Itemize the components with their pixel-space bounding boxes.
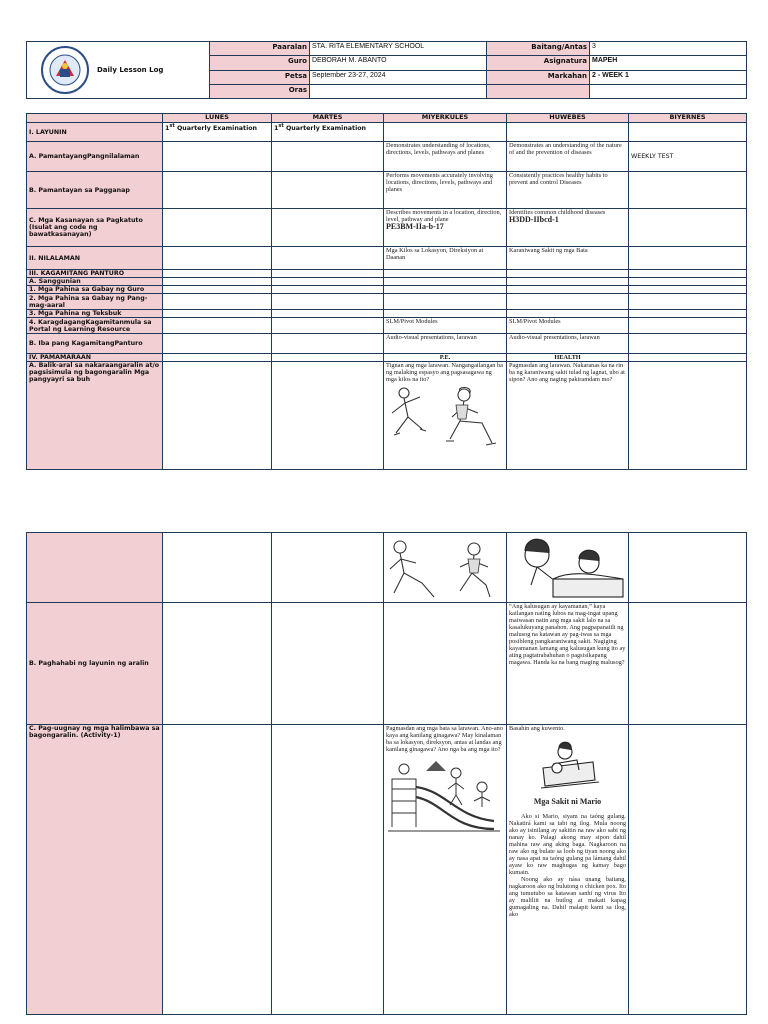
sick-child-illustration	[509, 533, 627, 599]
quarterly-exam-mon: 1st Quarterly Examination	[163, 123, 272, 142]
balik-aral-wed	[384, 362, 507, 470]
iba-kagamitan-label: B. Iba pang KagamitangPanturo	[27, 334, 163, 354]
child-in-bed-illustration	[533, 738, 603, 792]
asignatura-label: Asignatura	[487, 56, 590, 70]
sanggunian-label: A. Sanggunian	[27, 278, 163, 286]
day-header-biyernes: BIYERNES	[629, 114, 747, 123]
kagamitan-label: III. KAGAMITANG PANTURO	[27, 270, 163, 278]
sick-child-illustration-cell	[507, 533, 629, 603]
playground-illustration	[386, 757, 502, 835]
competency-thu: Identifies common childhood diseases H3DD-IIbcd-1	[507, 209, 629, 247]
quarterly-exam-tue: 1st Quarterly Examination	[272, 123, 384, 142]
lesson-log-table	[26, 113, 747, 470]
balik-aral-thu: Pagmasdan ang larawan. Nakaranas ka na rin ba ng karaniwang sakit tulad ng lagnat, ubo at sipon? Ano ang naging pakiramdam mo?	[507, 362, 629, 470]
day-header-lunes: LUNES	[163, 114, 272, 123]
document-title: Daily Lesson Log	[97, 66, 164, 74]
gabay-mag-aaral-label: 2. Mga Pahina sa Gabay ng Pang-mag-aaral	[27, 294, 163, 310]
balik-aral-label: A. Balik-aral sa nakaraangaralin at/o pagsisimula ng bagongaralin Mga pangyayri sa buh	[27, 362, 163, 470]
paaralan-label: Paaralan	[210, 42, 310, 56]
story-paragraph-2: Noong ako ay nása unang baitang, nagkaroon ako ng bulutong o chicken pox. Ito ang tumutubo sa katawan sanhi ng virus Ito ay maliliit na butlog at makati kapag gumagaling na. Dahil malapit kami sa ilog, ako	[509, 876, 626, 918]
children-exercising-illustration	[386, 383, 502, 451]
petsa-value: September 23-27, 2024	[310, 70, 487, 84]
nilalaman-thu: Karaniwang Sakit ng mga Bata	[507, 247, 629, 270]
iba-thu: Audio-visual presentations, larawan	[507, 334, 629, 354]
learning-resource-label: 4. KaragdagangKagamitanmula sa Portal ng Learning Resource	[27, 318, 163, 334]
health-heading: HEALTH	[507, 354, 629, 362]
nilalaman-label: II. NILALAMAN	[27, 247, 163, 270]
petsa-label: Petsa	[210, 70, 310, 84]
kasanayan-label: C. Mga Kasanayan sa Pagkatuto (Isulat ang code ng bawatkasanayan)	[27, 209, 163, 247]
content-standard-wed: Demonstrates understanding of locations, directions, levels, pathways and planes	[384, 142, 507, 172]
balik-aral-wed-text: Tignan ang mga larawan. Nangangailangan ba ng malaking espasyo ang pagsasagawa ng mga kilos na ito?	[386, 362, 503, 383]
asignatura-value: MAPEH	[590, 56, 747, 70]
markahan-value: 2 - WEEK 1	[590, 70, 747, 84]
gabay-guro-label: 1. Mga Pahina sa Gabay ng Guro	[27, 286, 163, 294]
pamantayan-pagganap-label: B. Pamantayan sa Pagganap	[27, 172, 163, 209]
guro-value: DEBORAH M. ABANTO	[310, 56, 487, 70]
paghahabi-thu: “Ang kalusugan ay kayamanan,” kaya kailangan nating lubos na mag-ingat upang maiwasan natin ang mga sakit lalo na sa kasalukuyang panahon. Ang pagpapanatili ng malusog na katawan ay pag-iwas sa mga posibleng pangkaraniwang sakit. Nagiging kayamanan lamang ang kalusugan kung ito ay ating pagtatrabahuhan o pagsisikapang magawa. Handa ka na bang maging malusog?	[507, 603, 629, 725]
markahan-label: Markahan	[487, 70, 590, 84]
children-illustration-cont-cell	[384, 533, 507, 603]
baitang-value: 3	[590, 42, 747, 56]
pag-uugnay-label: C. Pag-uugnay ng mga halimbawa sa bagongaralin. (Activity-1)	[27, 725, 163, 1015]
story-intro: Basahin ang kuwento.	[509, 725, 565, 732]
paaralan-value: STA. RITA ELEMENTARY SCHOOL	[310, 42, 487, 56]
pe-heading: P.E.	[384, 354, 507, 362]
performance-standard-thu: Consistently practices healthy habits to prevent and control Diseases	[507, 172, 629, 209]
competency-code-wed: PE3BM-IIa-b-17	[386, 222, 444, 231]
pag-uugnay-wed	[384, 725, 507, 1015]
pamantayang-pangnilalaman-label: A. PamantayangPangnilalaman	[27, 142, 163, 172]
iba-wed: Audio-visual presentations, larawan	[384, 334, 507, 354]
nilalaman-wed: Mga Kilos sa Lokasyon, Direksiyon at Daanan	[384, 247, 507, 270]
weekly-test-fri: WEEKLY TEST	[629, 142, 747, 172]
paghahabi-label: B. Paghahabi ng layunin ng aralin	[27, 603, 163, 725]
performance-standard-wed: Performs movements accurately involving locations, directions, levels, pathways and planes	[384, 172, 507, 209]
logo-cell	[27, 42, 210, 99]
deped-seal-logo	[29, 44, 93, 96]
content-standard-thu: Demonstrates an understanding of the nature of and the prevention of diseases	[507, 142, 629, 172]
teksbuk-label: 3. Mga Pahina ng Teksbuk	[27, 310, 163, 318]
pamamaraan-label: IV. PAMAMARAAN	[27, 354, 163, 362]
oras-label: Oras	[210, 84, 310, 98]
day-header-martes: MARTES	[272, 114, 384, 123]
day-header-huwebes: HUWEBES	[507, 114, 629, 123]
competency-code-thu: H3DD-IIbcd-1	[509, 215, 559, 224]
lesson-log-table-page-2	[26, 532, 747, 1015]
story-title: Mga Sakit ni Mario	[533, 797, 602, 806]
competency-wed: Describes movements in a location, direction, level, pathway and plane PE3BM-IIa-b-17	[384, 209, 507, 247]
lr-thu: SLM/Pivot Modules	[507, 318, 629, 334]
baitang-label: Baitang/Antas	[487, 42, 590, 56]
story-paragraph-1: Ako si Mario, siyam na taóng gulang. Nakatirá kami sa tabi ng ilog. Mula noong ako ay isinilang ay sakitin na raw ako sabi ng nanay ko. Palagi akong may sipon dahil mahina raw ang aking baga. Nagkaroon na raw ako ng bulate sa loob ng tiyan noong ako ay nasa apat na taóng gulang pa lámang dahil ayaw ko raw maghugas ng kamay bago kumain.	[509, 813, 626, 876]
oras-value	[310, 84, 487, 98]
day-header-miyerkules: MIYERKULES	[384, 114, 507, 123]
header-table	[26, 41, 747, 99]
layunin-label: I. LAYUNIN	[27, 123, 163, 142]
children-playing-illustration	[386, 533, 502, 599]
lr-wed: SLM/Pivot Modules	[384, 318, 507, 334]
pag-uugnay-wed-text: Pagmasdan ang mga bata sa larawan. Ano-ano kaya ang kanilang ginagawa? May kinalaman ba sa lokasyon, direksyon, antas at landas ang kanilang ginagawa? Ano nga ba ang mga ito?	[386, 725, 503, 753]
guro-label: Guro	[210, 56, 310, 70]
pag-uugnay-thu	[507, 725, 629, 1015]
